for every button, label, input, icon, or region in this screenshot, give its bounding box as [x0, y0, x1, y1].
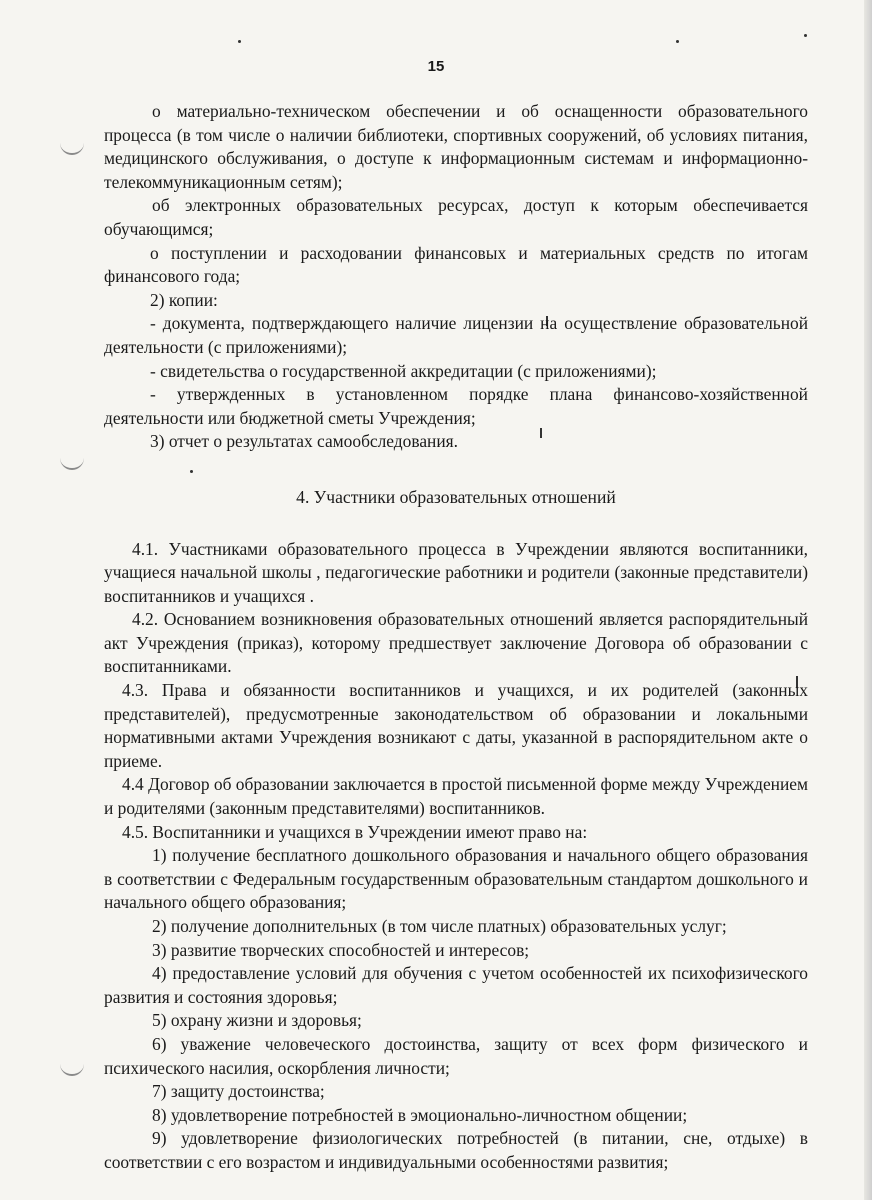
- paragraph: - утвержденных в установленном порядке плана финансово-хозяйственной деятельности или бюджетной сметы Учреждения;: [104, 384, 808, 428]
- paragraph: о материально-техническом обеспечении и об оснащенности образовательного процесса (в том числе о наличии библиотеки, спортивных сооружений, об условиях питания, медицинского обслуживания, о доступе к информационным системам и информационно-телекоммуникационным сетям);: [104, 101, 808, 192]
- scan-speck: [676, 40, 679, 43]
- paragraph: - документа, подтверждающего наличие лицензии на осуществление образовательной деятельности (с приложениями);: [104, 313, 808, 357]
- section-heading: 4. Участники образовательных отношений: [296, 486, 616, 507]
- list-item: 6) уважение человеческого достоинства, защиту от всех форм физического и психического насилия, оскорбления личности;: [104, 1033, 808, 1078]
- paragraph: 3) отчет о результатах самообследования.: [150, 431, 459, 452]
- paragraph: об электронных образовательных ресурсах, доступ к которым обеспечивается обучающимся;: [104, 195, 808, 239]
- list-item: 8) удовлетворение потребностей в эмоционально-личностном общении;: [152, 1104, 688, 1125]
- list-item: 1) получение бесплатного дошкольного образования и начального общего образования в соответствии с Федеральным государственным образовательным стандартом дошкольного и начального общего образования;: [104, 845, 808, 913]
- list-item: 9) удовлетворение физиологических потребностей (в питании, сне, отдыхе) в соответствии с его возрастом и индивидуальными особенностями развития;: [104, 1128, 808, 1172]
- page-edge-shadow: [864, 0, 872, 1200]
- binding-mark: [60, 1064, 84, 1076]
- paragraph: - свидетельства о государственной аккредитации (с приложениями);: [150, 360, 657, 381]
- paragraph: 4.1. Участниками образовательного процесса в Учреждении являются воспитанники, учащиеся начальной школы , педагогические работники и родители (законные представители) воспитанников и учащихся .: [104, 538, 808, 606]
- binding-mark: [60, 143, 84, 155]
- scan-speck: [238, 40, 241, 43]
- paragraph: 4.4 Договор об образовании заключается в простой письменной форме между Учреждением и родителями (законным представителями) воспитанников.: [104, 774, 808, 819]
- paragraph: 2) копии:: [150, 289, 218, 310]
- paragraph: 4.3. Права и обязанности воспитанников и учащихся, и их родителей (законных представителей), предусмотренные законодательством об образовании и локальными нормативными актами Учреждения возникают с даты, указанной в распорядительном акте о приеме.: [104, 680, 808, 771]
- list-item: 7) защиту достоинства;: [152, 1081, 325, 1102]
- paragraph: 4.5. Воспитанники и учащихся в Учреждении имеют право на:: [122, 821, 588, 842]
- list-item: 4) предоставление условий для обучения с учетом особенностей их психофизического развития и состояния здоровья;: [104, 963, 808, 1007]
- list-item: 5) охрану жизни и здоровья;: [152, 1010, 362, 1031]
- paragraph: о поступлении и расходовании финансовых и материальных средств по итогам финансового года;: [104, 242, 808, 287]
- scan-speck: [804, 34, 807, 37]
- list-item: 3) развитие творческих способностей и интересов;: [152, 939, 530, 960]
- list-item: 2) получение дополнительных (в том числе платных) образовательных услуг;: [152, 916, 727, 936]
- page-number: 15: [427, 58, 445, 75]
- paragraph: 4.2. Основанием возникновения образовательных отношений является распорядительный акт Учреждения (приказ), которому предшествует заключение Договора об образовании с воспитанниками.: [104, 609, 808, 677]
- document-body: [104, 100, 808, 1175]
- binding-mark: [60, 458, 84, 470]
